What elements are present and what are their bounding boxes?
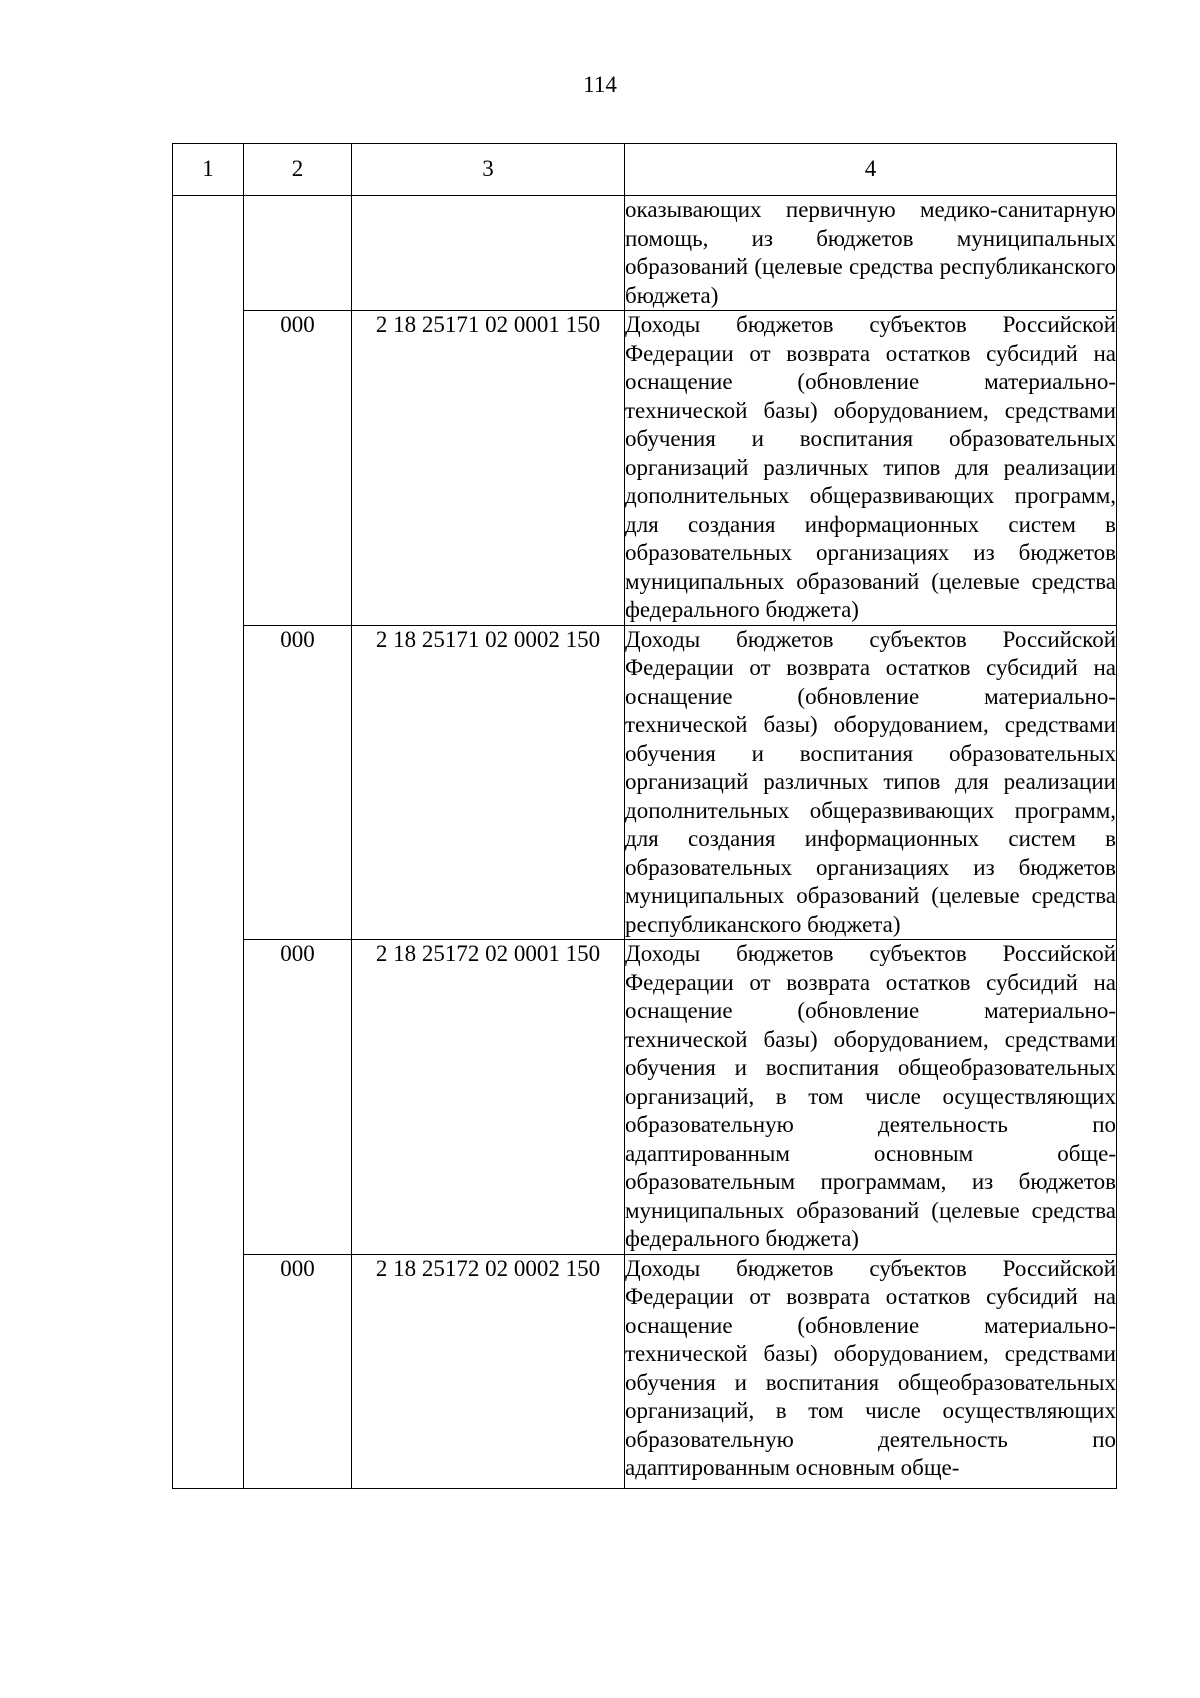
column-header-4: 4	[625, 144, 1117, 196]
column-header-3: 3	[352, 144, 625, 196]
table-row	[173, 196, 1117, 311]
admin-code-cell: 000	[244, 625, 352, 940]
admin-code-cell: 000	[244, 1254, 352, 1488]
description-cell: Доходы бюджетов субъектов Российской Федерации от возврата остатков субсидий на оснащение (обновление материально-технической базы) оборудованием, средствами обучения и воспитания общеобразовательных организаций, в том числе осуществляющих образовательную деятельность по адаптированным основным обще-	[625, 1254, 1117, 1488]
income-code-cell: 2 18 25171 02 0002 150	[352, 625, 625, 940]
table-row	[173, 1254, 1117, 1488]
description-cell: Доходы бюджетов субъектов Российской Федерации от возврата остатков субсидий на оснащение (обновление материально-технической базы) оборудованием, средствами обучения и воспитания образовательных организаций различных типов для реализации дополнительных общеразвивающих программ, для создания информационных систем в образовательных организациях из бюджетов муниципальных образований (целевые средства федерального бюджета)	[625, 311, 1117, 626]
table-row	[173, 311, 1117, 626]
admin-code-cell: 000	[244, 311, 352, 626]
budget-classification-table	[172, 143, 1117, 1489]
admin-code-cell: 000	[244, 940, 352, 1255]
table-row	[173, 625, 1117, 940]
page-number: 114	[583, 72, 617, 97]
income-code-cell	[352, 196, 625, 311]
table-header-row	[173, 144, 1117, 196]
column-header-2: 2	[244, 144, 352, 196]
column-1-cell	[173, 196, 244, 1489]
admin-code-cell	[244, 196, 352, 311]
income-code-cell: 2 18 25172 02 0001 150	[352, 940, 625, 1255]
column-header-1: 1	[173, 144, 244, 196]
description-cell: Доходы бюджетов субъектов Российской Федерации от возврата остатков субсидий на оснащение (обновление материально-технической базы) оборудованием, средствами обучения и воспитания образовательных организаций различных типов для реализации дополнительных общеразвивающих программ, для создания информационных систем в образовательных организациях из бюджетов муниципальных образований (целевые средства республиканского бюджета)	[625, 625, 1117, 940]
income-code-cell: 2 18 25172 02 0002 150	[352, 1254, 625, 1488]
description-cell: Доходы бюджетов субъектов Российской Федерации от возврата остатков субсидий на оснащение (обновление материально-технической базы) оборудованием, средствами обучения и воспитания общеобразовательных организаций, в том числе осуществляющих образовательную деятельность по адаптированным основным общеобразовательным программам, из бюджетов муниципальных образований (целевые средства федерального бюджета)	[625, 940, 1117, 1255]
income-code-cell: 2 18 25171 02 0001 150	[352, 311, 625, 626]
table-row	[173, 940, 1117, 1255]
description-cell: оказывающих первичную медико-санитарную помощь, из бюджетов муниципальных образований (целевые средства республиканского бюджета)	[625, 196, 1117, 311]
